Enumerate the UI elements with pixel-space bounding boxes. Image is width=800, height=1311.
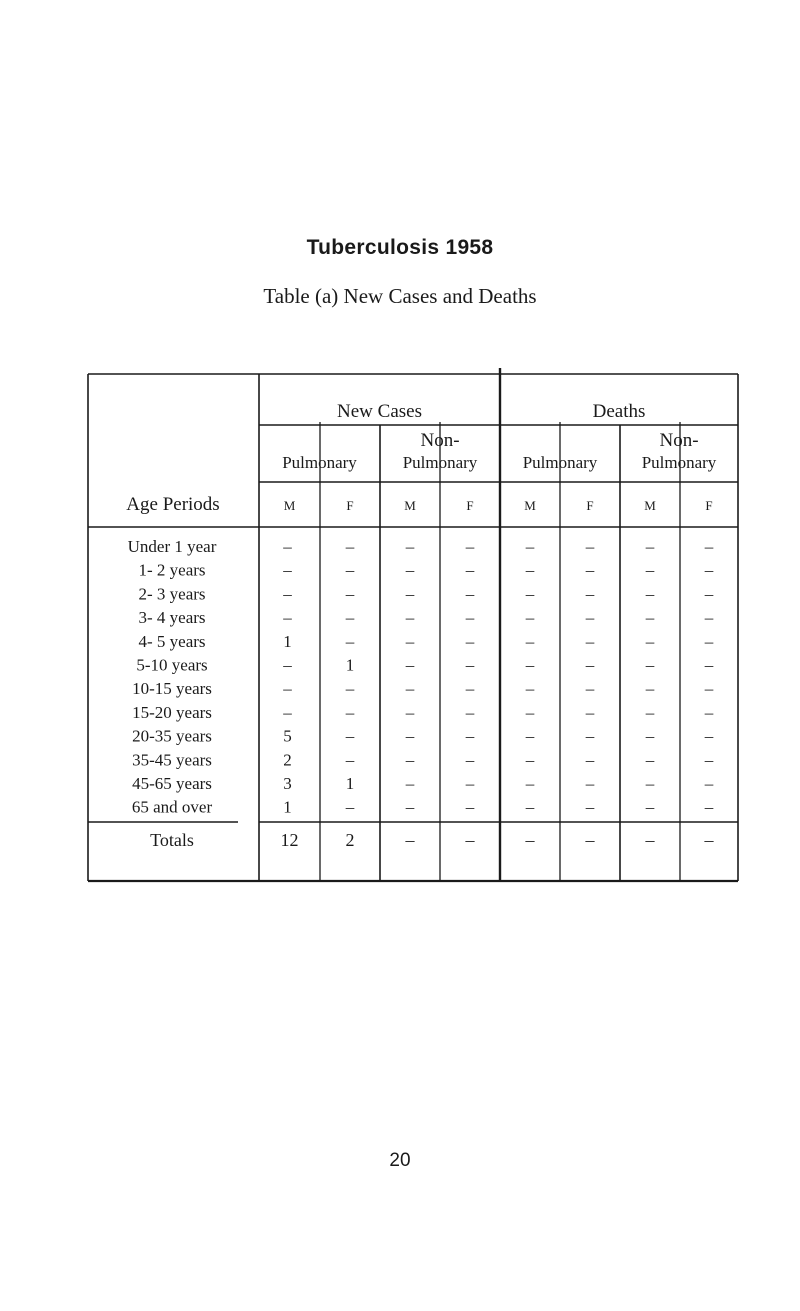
table-cell: – [704, 702, 714, 722]
totals-cell: – [465, 830, 475, 850]
table-cell: – [283, 608, 292, 628]
table-cell: – [405, 655, 415, 675]
table-cell: – [283, 537, 292, 556]
table-cell: – [465, 631, 475, 651]
table-cell: – [405, 608, 415, 628]
table-cell: – [704, 608, 714, 628]
table-cell: – [704, 655, 714, 675]
row-label: 35-45 years [132, 750, 212, 770]
table-cell: – [345, 797, 355, 817]
table-cell: – [465, 537, 475, 556]
table-cell: – [465, 679, 475, 699]
subgroup-line1-3: Non- [659, 430, 699, 451]
table-cell: – [525, 750, 535, 770]
table-cell: 1 [345, 774, 355, 793]
table-cell: – [585, 631, 595, 651]
sex-header-3: F [466, 498, 474, 513]
sex-header-6: M [644, 498, 656, 513]
totals-cell: – [585, 830, 595, 850]
table-cell: – [525, 584, 535, 604]
table-cell: – [345, 679, 355, 699]
subgroup-line2-3: Pulmonary [641, 453, 717, 472]
sex-header-2: M [404, 498, 416, 513]
table-cell: – [345, 702, 355, 722]
table-cell: – [345, 560, 355, 580]
table-cell: – [283, 679, 292, 699]
row-label: 10-15 years [132, 679, 212, 699]
sex-header-0: M [283, 498, 296, 513]
table-cell: – [283, 702, 292, 722]
table-cell: – [345, 750, 355, 770]
table-cell: – [405, 750, 415, 770]
table-cell: – [283, 560, 292, 580]
table-cell: – [465, 750, 475, 770]
table-cell: – [585, 537, 595, 556]
table-cell: – [645, 608, 655, 628]
row-label: 1- 2 years [138, 560, 206, 580]
sex-header-5: F [586, 498, 594, 513]
table-cell: – [525, 797, 535, 817]
table-cell: – [585, 655, 595, 675]
table-cell: – [283, 584, 292, 604]
table-cell: 2 [283, 750, 292, 770]
table-cell: – [645, 560, 655, 580]
table-cell: – [405, 560, 415, 580]
table-cell: – [525, 537, 535, 556]
table-cell: – [525, 774, 535, 793]
table-cell: – [405, 702, 415, 722]
table-cell: – [345, 584, 355, 604]
subgroup-line2-0: Pulmonary [282, 453, 357, 472]
table-cell: – [405, 631, 415, 651]
totals-cell: 2 [345, 830, 355, 850]
subgroup-line2-1: Pulmonary [402, 453, 478, 472]
sex-header-1: F [346, 498, 354, 513]
table-cell: – [405, 797, 415, 817]
table-cell: – [525, 679, 535, 699]
table-cell: – [585, 726, 595, 746]
row-label: 4- 5 years [138, 631, 206, 651]
subgroup-line1-1: Non- [420, 430, 460, 451]
table-cell: – [465, 797, 475, 817]
table-cell: – [645, 750, 655, 770]
totals-cell: – [645, 830, 655, 850]
table-cell: 1 [283, 631, 292, 651]
table-cell: – [704, 679, 714, 699]
table-cell: – [645, 797, 655, 817]
table-cell: – [585, 750, 595, 770]
table-cell: – [465, 726, 475, 746]
sex-header-7: F [705, 498, 713, 513]
table-cell: – [704, 537, 714, 556]
table-cell: – [645, 537, 655, 556]
group-deaths: Deaths [592, 401, 646, 422]
table-cell: – [645, 655, 655, 675]
table-cell: – [704, 797, 714, 817]
table-cell: – [645, 774, 655, 793]
table-cell: – [525, 608, 535, 628]
table-cell: – [704, 584, 714, 604]
page-title: Tuberculosis 1958 [306, 236, 494, 259]
table-cell: – [465, 608, 475, 628]
row-label: 65 and over [131, 797, 213, 817]
table-cell: – [645, 584, 655, 604]
table-cell: – [645, 631, 655, 651]
row-label: 45-65 years [132, 774, 212, 793]
table-cell: – [645, 702, 655, 722]
table-cell: – [345, 608, 355, 628]
table-cell: – [585, 702, 595, 722]
row-label: 3- 4 years [138, 608, 206, 628]
table-cell: – [525, 631, 535, 651]
table-cell: – [704, 750, 714, 770]
row-label: 2- 3 years [138, 584, 206, 604]
table-cell: – [525, 702, 535, 722]
table-cell: – [585, 797, 595, 817]
table-cell: – [345, 537, 355, 556]
table-cell: – [704, 726, 714, 746]
group-new-cases: New Cases [337, 401, 422, 422]
row-label: 15-20 years [132, 702, 212, 722]
table-cell: – [704, 631, 714, 651]
age-periods-header: Age Periods [126, 494, 220, 515]
table-cell: – [585, 608, 595, 628]
table-cell: – [465, 655, 475, 675]
totals-cell: 12 [280, 830, 299, 850]
sex-header-4: M [524, 498, 536, 513]
table-cell: – [405, 584, 415, 604]
table-cell: – [585, 774, 595, 793]
subgroup-line2-2: Pulmonary [522, 453, 598, 472]
table-cell: – [465, 774, 475, 793]
table-cell: 3 [283, 774, 292, 793]
totals-cell: – [405, 830, 415, 850]
table-cell: – [345, 631, 355, 651]
table-cell: – [405, 774, 415, 793]
row-label: Under 1 year [127, 537, 217, 556]
table-cell: – [283, 655, 292, 675]
table-cell: – [585, 560, 595, 580]
table-cell: – [585, 584, 595, 604]
table-cell: – [465, 702, 475, 722]
table-cell: – [465, 584, 475, 604]
row-label: 20-35 years [132, 726, 212, 746]
table-cell: – [405, 726, 415, 746]
table-cell: – [645, 726, 655, 746]
totals-cell: – [704, 830, 714, 850]
table-cell: – [405, 537, 415, 556]
totals-cell: – [525, 830, 535, 850]
table-cell: – [465, 560, 475, 580]
table-cell: – [585, 679, 595, 699]
table-cell: – [704, 774, 714, 793]
table-cell: – [704, 560, 714, 580]
table-caption: Table (a) New Cases and Deaths [263, 284, 537, 308]
table-cell: – [645, 679, 655, 699]
table-cell: – [525, 560, 535, 580]
table-cell: – [525, 726, 535, 746]
table-cell: 1 [283, 797, 292, 817]
page-number: 20 [389, 1150, 411, 1171]
table-cell: 1 [345, 655, 355, 675]
table-cell: – [345, 726, 355, 746]
table-cell: – [525, 655, 535, 675]
table-cell: – [405, 679, 415, 699]
totals-label: Totals [150, 830, 194, 850]
row-label: 5-10 years [136, 655, 208, 675]
table-cell: 5 [283, 726, 292, 746]
